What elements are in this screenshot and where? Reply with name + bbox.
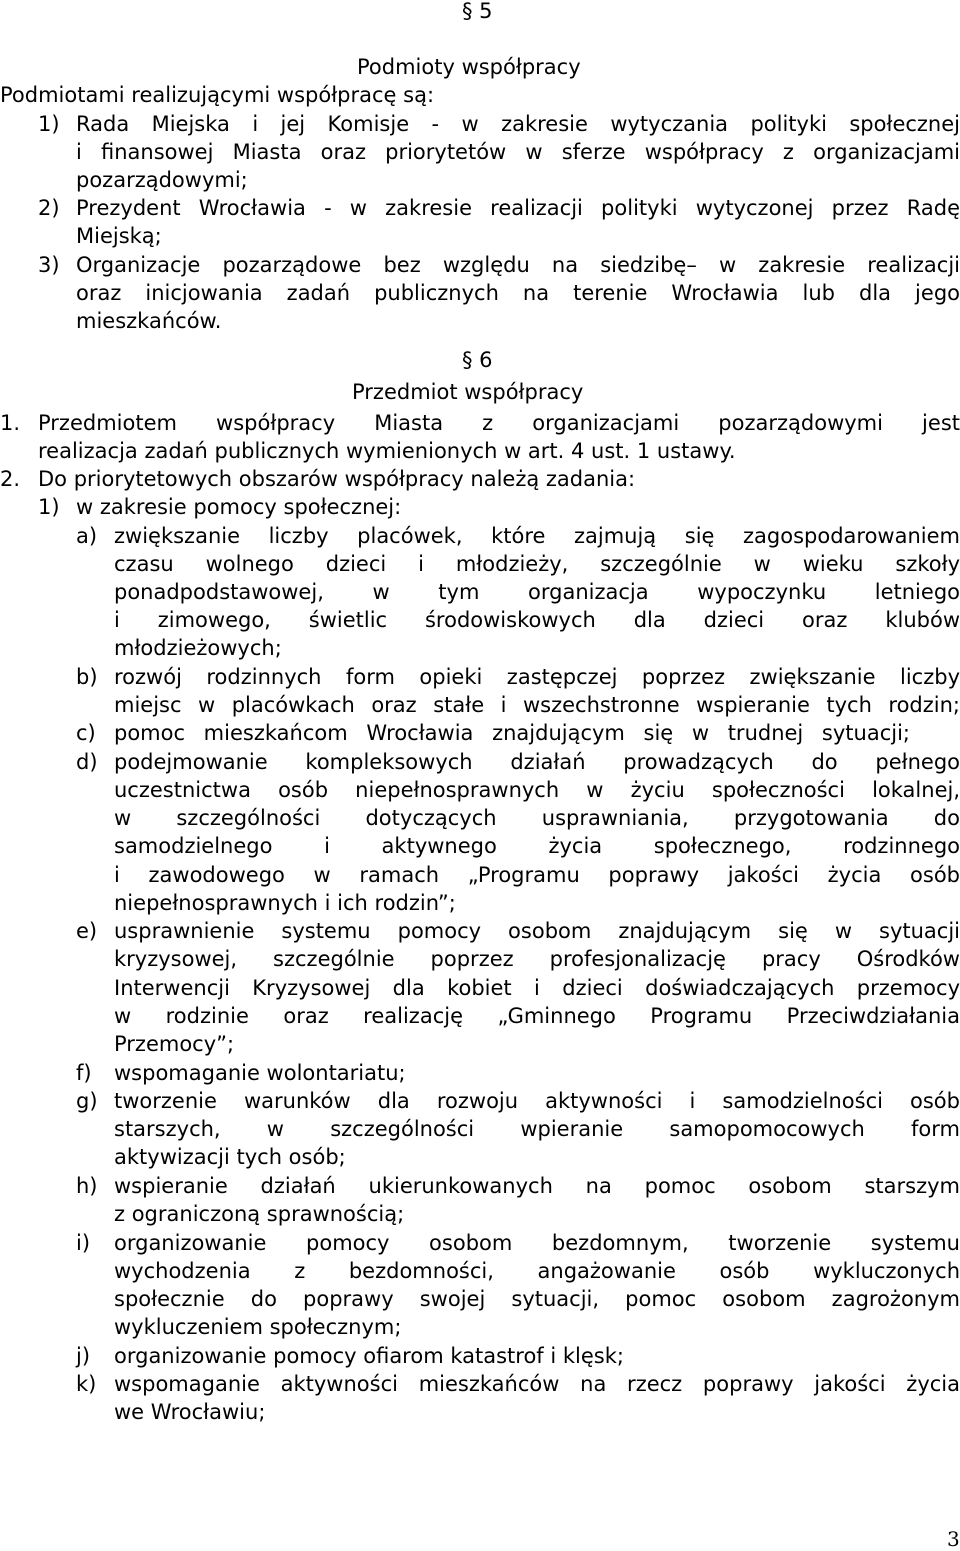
- paragraph-number: 1.: [0, 411, 21, 435]
- list-item-text: i finansowej Miasta oraz priorytetów w sferze współpracy z organizacjami: [76, 140, 960, 164]
- letter-item-text: starszych, w szczególności wpieranie samopomocowych form: [114, 1117, 960, 1141]
- letter-item-text: wspomaganie wolontariatu;: [114, 1061, 406, 1085]
- paragraph-text: Przedmiotem współpracy Miasta z organizacjami pozarządowymi jest: [38, 411, 960, 435]
- letter-item-text: rozwój rodzinnych form opieki zastępczej poprzez zwiększanie liczby: [114, 665, 960, 689]
- letter-item-text: wspieranie działań ukierunkowanych na pomoc osobom starszym: [114, 1174, 960, 1198]
- section-6-title: Przedmiot współpracy: [352, 380, 584, 404]
- letter-item-text: wykluczeniem społecznym;: [114, 1315, 402, 1339]
- letter-item-text: podejmowanie kompleksowych działań prowadzących do pełnego: [114, 750, 960, 774]
- letter-item-text: usprawnienie systemu pomocy osobom znajdującym się w sytuacji: [114, 919, 960, 943]
- letter-item-text: miejsc w placówkach oraz stałe i wszechstronne wspieranie tych rodzin;: [114, 693, 960, 717]
- section-5-mark: § 5: [462, 0, 493, 23]
- paragraph-text: Do priorytetowych obszarów współpracy należą zadania:: [38, 467, 636, 491]
- letter-item-text: w szczególności dotyczących usprawniania, przygotowania do: [114, 806, 960, 830]
- letter-item-marker: j): [76, 1344, 91, 1368]
- section-5-title: Podmioty współpracy: [357, 55, 581, 79]
- letter-item-marker: h): [76, 1174, 98, 1198]
- letter-item-marker: i): [76, 1231, 91, 1255]
- list-item-number: 2): [38, 196, 60, 220]
- letter-item-text: Przemocy”;: [114, 1032, 235, 1056]
- letter-item-text: i zawodowego w ramach „Programu poprawy jakości życia osób: [114, 863, 960, 887]
- letter-item-text: zwiększanie liczby placówek, które zajmują się zagospodarowaniem: [114, 524, 960, 548]
- letter-item-text: wspomaganie aktywności mieszkańców na rzecz poprawy jakości życia: [114, 1372, 960, 1396]
- list-item-number: 1): [38, 112, 60, 136]
- letter-item-text: z ograniczoną sprawnością;: [114, 1202, 405, 1226]
- letter-item-text: wychodzenia z bezdomności, angażowanie osób wykluczonych: [114, 1259, 960, 1283]
- paragraph-number: 2.: [0, 467, 21, 491]
- list-item-text: Organizacje pozarządowe bez względu na siedzibę– w zakresie realizacji: [76, 253, 960, 277]
- letter-item-text: pomoc mieszkańcom Wrocławia znajdującym się w trudnej sytuacji;: [114, 721, 910, 745]
- letter-item-text: uczestnictwa osób niepełnosprawnych w życiu społeczności lokalnej,: [114, 778, 960, 802]
- letter-item-text: w rodzinie oraz realizację „Gminnego Programu Przeciwdziałania: [114, 1004, 960, 1028]
- letter-item-text: społecznie do poprawy swojej sytuacji, pomoc osobom zagrożonym: [114, 1287, 960, 1311]
- paragraph-text: realizacja zadań publicznych wymienionych w art. 4 ust. 1 ustawy.: [38, 439, 736, 463]
- letter-item-text: aktywizacji tych osób;: [114, 1145, 346, 1169]
- list-item-text: Rada Miejska i jej Komisje - w zakresie wytyczania polityki społecznej: [76, 112, 960, 136]
- list-item-text: Prezydent Wrocławia - w zakresie realizacji polityki wytyczonej przez Radę: [76, 196, 960, 220]
- letter-item-marker: e): [76, 919, 98, 943]
- section-6-mark: § 6: [462, 348, 493, 372]
- letter-item-text: organizowanie pomocy ofiarom katastrof i klęsk;: [114, 1344, 624, 1368]
- list-item-text: pozarządowymi;: [76, 168, 248, 192]
- letter-item-marker: c): [76, 721, 96, 745]
- section-5-intro: Podmiotami realizującymi współpracę są:: [0, 83, 435, 107]
- letter-item-text: samodzielnego i aktywnego życia społecznego, rodzinnego: [114, 834, 960, 858]
- letter-item-text: we Wrocławiu;: [114, 1400, 266, 1424]
- letter-item-marker: b): [76, 665, 98, 689]
- letter-item-text: niepełnosprawnych i ich rodzin”;: [114, 891, 456, 915]
- letter-item-marker: a): [76, 524, 98, 548]
- letter-item-text: tworzenie warunków dla rozwoju aktywności i samodzielności osób: [114, 1089, 960, 1113]
- letter-item-text: i zimowego, świetlic środowiskowych dla dzieci oraz klubów: [114, 608, 960, 632]
- list-item-text: oraz inicjowania zadań publicznych na terenie Wrocławia lub dla jego: [76, 281, 960, 305]
- page-number: 3: [947, 1527, 960, 1551]
- letter-item-marker: f): [76, 1061, 92, 1085]
- list-item-text: Miejską;: [76, 224, 162, 248]
- letter-item-text: młodzieżowych;: [114, 636, 282, 660]
- letter-item-text: kryzysowej, szczególnie poprzez profesjonalizację pracy Ośrodków: [114, 947, 960, 971]
- letter-item-text: Interwencji Kryzysowej dla kobiet i dzieci doświadczających przemocy: [114, 976, 960, 1000]
- subitem-text: w zakresie pomocy społecznej:: [76, 495, 402, 519]
- letter-item-marker: k): [76, 1372, 97, 1396]
- letter-item-text: czasu wolnego dzieci i młodzieży, szczególnie w wieku szkoły: [114, 552, 960, 576]
- subitem-number: 1): [38, 495, 60, 519]
- letter-item-marker: d): [76, 750, 98, 774]
- letter-item-marker: g): [76, 1089, 98, 1113]
- list-item-number: 3): [38, 253, 60, 277]
- list-item-text: mieszkańców.: [76, 309, 222, 333]
- letter-item-text: ponadpodstawowej, w tym organizacja wypoczynku letniego: [114, 580, 960, 604]
- letter-item-text: organizowanie pomocy osobom bezdomnym, tworzenie systemu: [114, 1231, 960, 1255]
